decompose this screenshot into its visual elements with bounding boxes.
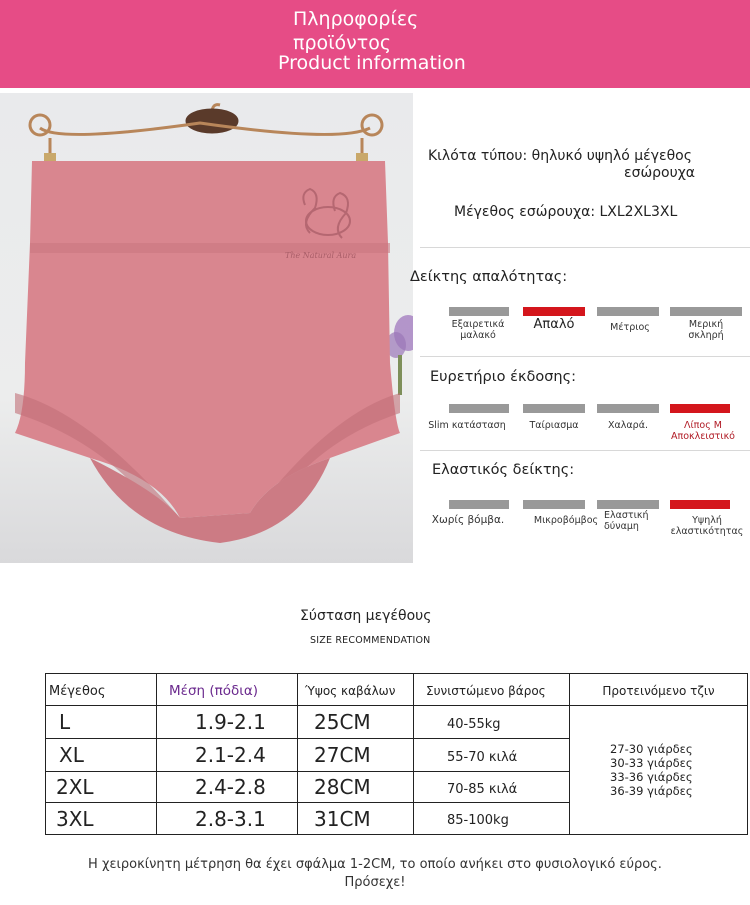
elasticity-bar-1 — [449, 500, 509, 509]
rise-cell: 31CM — [298, 803, 414, 835]
rise-cell: 27CM — [298, 739, 414, 772]
fit-bar-1 — [449, 404, 509, 413]
elasticity-label-1: Χωρίς βόμβα. — [431, 514, 505, 526]
table-row — [46, 706, 748, 739]
softness-label-4: Μερική σκληρή — [688, 319, 724, 341]
header-jeans: Προτεινόμενο τζιν — [570, 674, 748, 706]
waist-cell: 2.1-2.4 — [157, 739, 298, 772]
divider-1 — [420, 247, 750, 248]
jeans-cell — [570, 706, 748, 835]
rise-cell: 28CM — [298, 772, 414, 803]
fit-bar-2 — [523, 404, 585, 413]
spec-type-line1: Κιλότα τύπου: θηλυκό υψηλό μέγεθος — [428, 148, 692, 164]
size-cell: 3XL — [46, 803, 157, 835]
footer-line2: Πρόσεχε! — [344, 875, 406, 890]
weight-cell: 85-100kg — [414, 803, 570, 835]
header-title-line1: Πληροφορίες — [293, 8, 419, 30]
elasticity-label-4: Υψηλή ελαστικότητας — [670, 515, 744, 537]
hanger-illustration — [30, 105, 382, 158]
softness-title: Δείκτης απαλότητας: — [410, 269, 568, 285]
size-section-title: Σύσταση μεγέθους — [300, 608, 432, 624]
header-waist: Μέση (πόδια) — [157, 674, 298, 706]
divider-2 — [420, 356, 750, 357]
softness-label-3: Μέτριος — [610, 322, 650, 333]
jeans-3: 33-36 γιάρδες — [610, 770, 693, 784]
fit-bar-3 — [597, 404, 659, 413]
jeans-1: 27-30 γιάρδες — [610, 742, 693, 756]
fit-label-3: Χαλαρά. — [608, 420, 648, 431]
fit-label-2: Ταίριασμα — [529, 420, 579, 431]
size-section-subtitle: SIZE RECOMMENDATION — [310, 635, 431, 646]
waist-cell: 2.8-3.1 — [157, 803, 298, 835]
underwear-print-text: The Natural Aura — [285, 251, 357, 260]
product-photo — [0, 93, 413, 563]
softness-label-2: Απαλό — [533, 317, 575, 332]
waist-cell: 1.9-2.1 — [157, 706, 298, 739]
elasticity-title: Ελαστικός δείκτης: — [432, 462, 575, 478]
footer-line1: Η χειροκίνητη μέτρηση θα έχει σφάλμα 1-2CM, το οποίο ανήκει στο φυσιολογικό εύρος. — [88, 857, 662, 872]
footer-note — [0, 856, 750, 892]
elasticity-label-2: Μικροβόμβος — [533, 515, 599, 526]
divider-3 — [420, 450, 750, 451]
underwear-body — [15, 161, 400, 543]
elasticity-label-3: Ελαστική δύναμη — [604, 510, 649, 532]
jeans-2: 30-33 γιάρδες — [610, 756, 693, 770]
rise-cell: 25CM — [298, 706, 414, 739]
spec-type-line2: εσώρουχα — [624, 165, 696, 181]
weight-cell: 70-85 κιλά — [414, 772, 570, 803]
spec-size-line: Μέγεθος εσώρουχα: LXL2XL3XL — [454, 204, 678, 220]
softness-bar-1 — [449, 307, 509, 316]
size-cell: 2XL — [46, 772, 157, 803]
size-cell: XL — [46, 739, 157, 772]
jeans-4: 36-39 γιάρδες — [610, 784, 693, 798]
header-weight: Συνιστώμενο βάρος — [414, 674, 570, 706]
size-table — [45, 673, 748, 835]
waist-cell: 2.4-2.8 — [157, 772, 298, 803]
weight-cell: 40-55kg — [414, 706, 570, 739]
fit-label-1: Slim κατάσταση — [428, 420, 506, 431]
size-cell: L — [46, 706, 157, 739]
elasticity-bar-3 — [597, 500, 659, 509]
product-illustration — [0, 93, 413, 563]
size-table-header-row — [46, 674, 748, 706]
header-title-line2: προϊόντος — [293, 32, 392, 54]
softness-bar-2 — [523, 307, 585, 316]
fit-label-4: Λίπος Μ Αποκλειστικό — [671, 420, 735, 442]
header-size: Μέγεθος — [46, 674, 157, 706]
elasticity-bar-4 — [670, 500, 730, 509]
header-subtitle: Product information — [278, 52, 466, 74]
softness-bar-3 — [597, 307, 659, 316]
softness-label-1: Εξαιρετικά μαλακό — [451, 319, 505, 341]
header-banner — [0, 0, 750, 88]
header-rise: Ύψος καβάλων — [298, 674, 414, 706]
fit-bar-4 — [670, 404, 730, 413]
weight-cell: 55-70 κιλά — [414, 739, 570, 772]
fit-title: Ευρετήριο έκδοσης: — [430, 369, 577, 385]
elasticity-bar-2 — [523, 500, 585, 509]
softness-bar-4 — [670, 307, 742, 316]
